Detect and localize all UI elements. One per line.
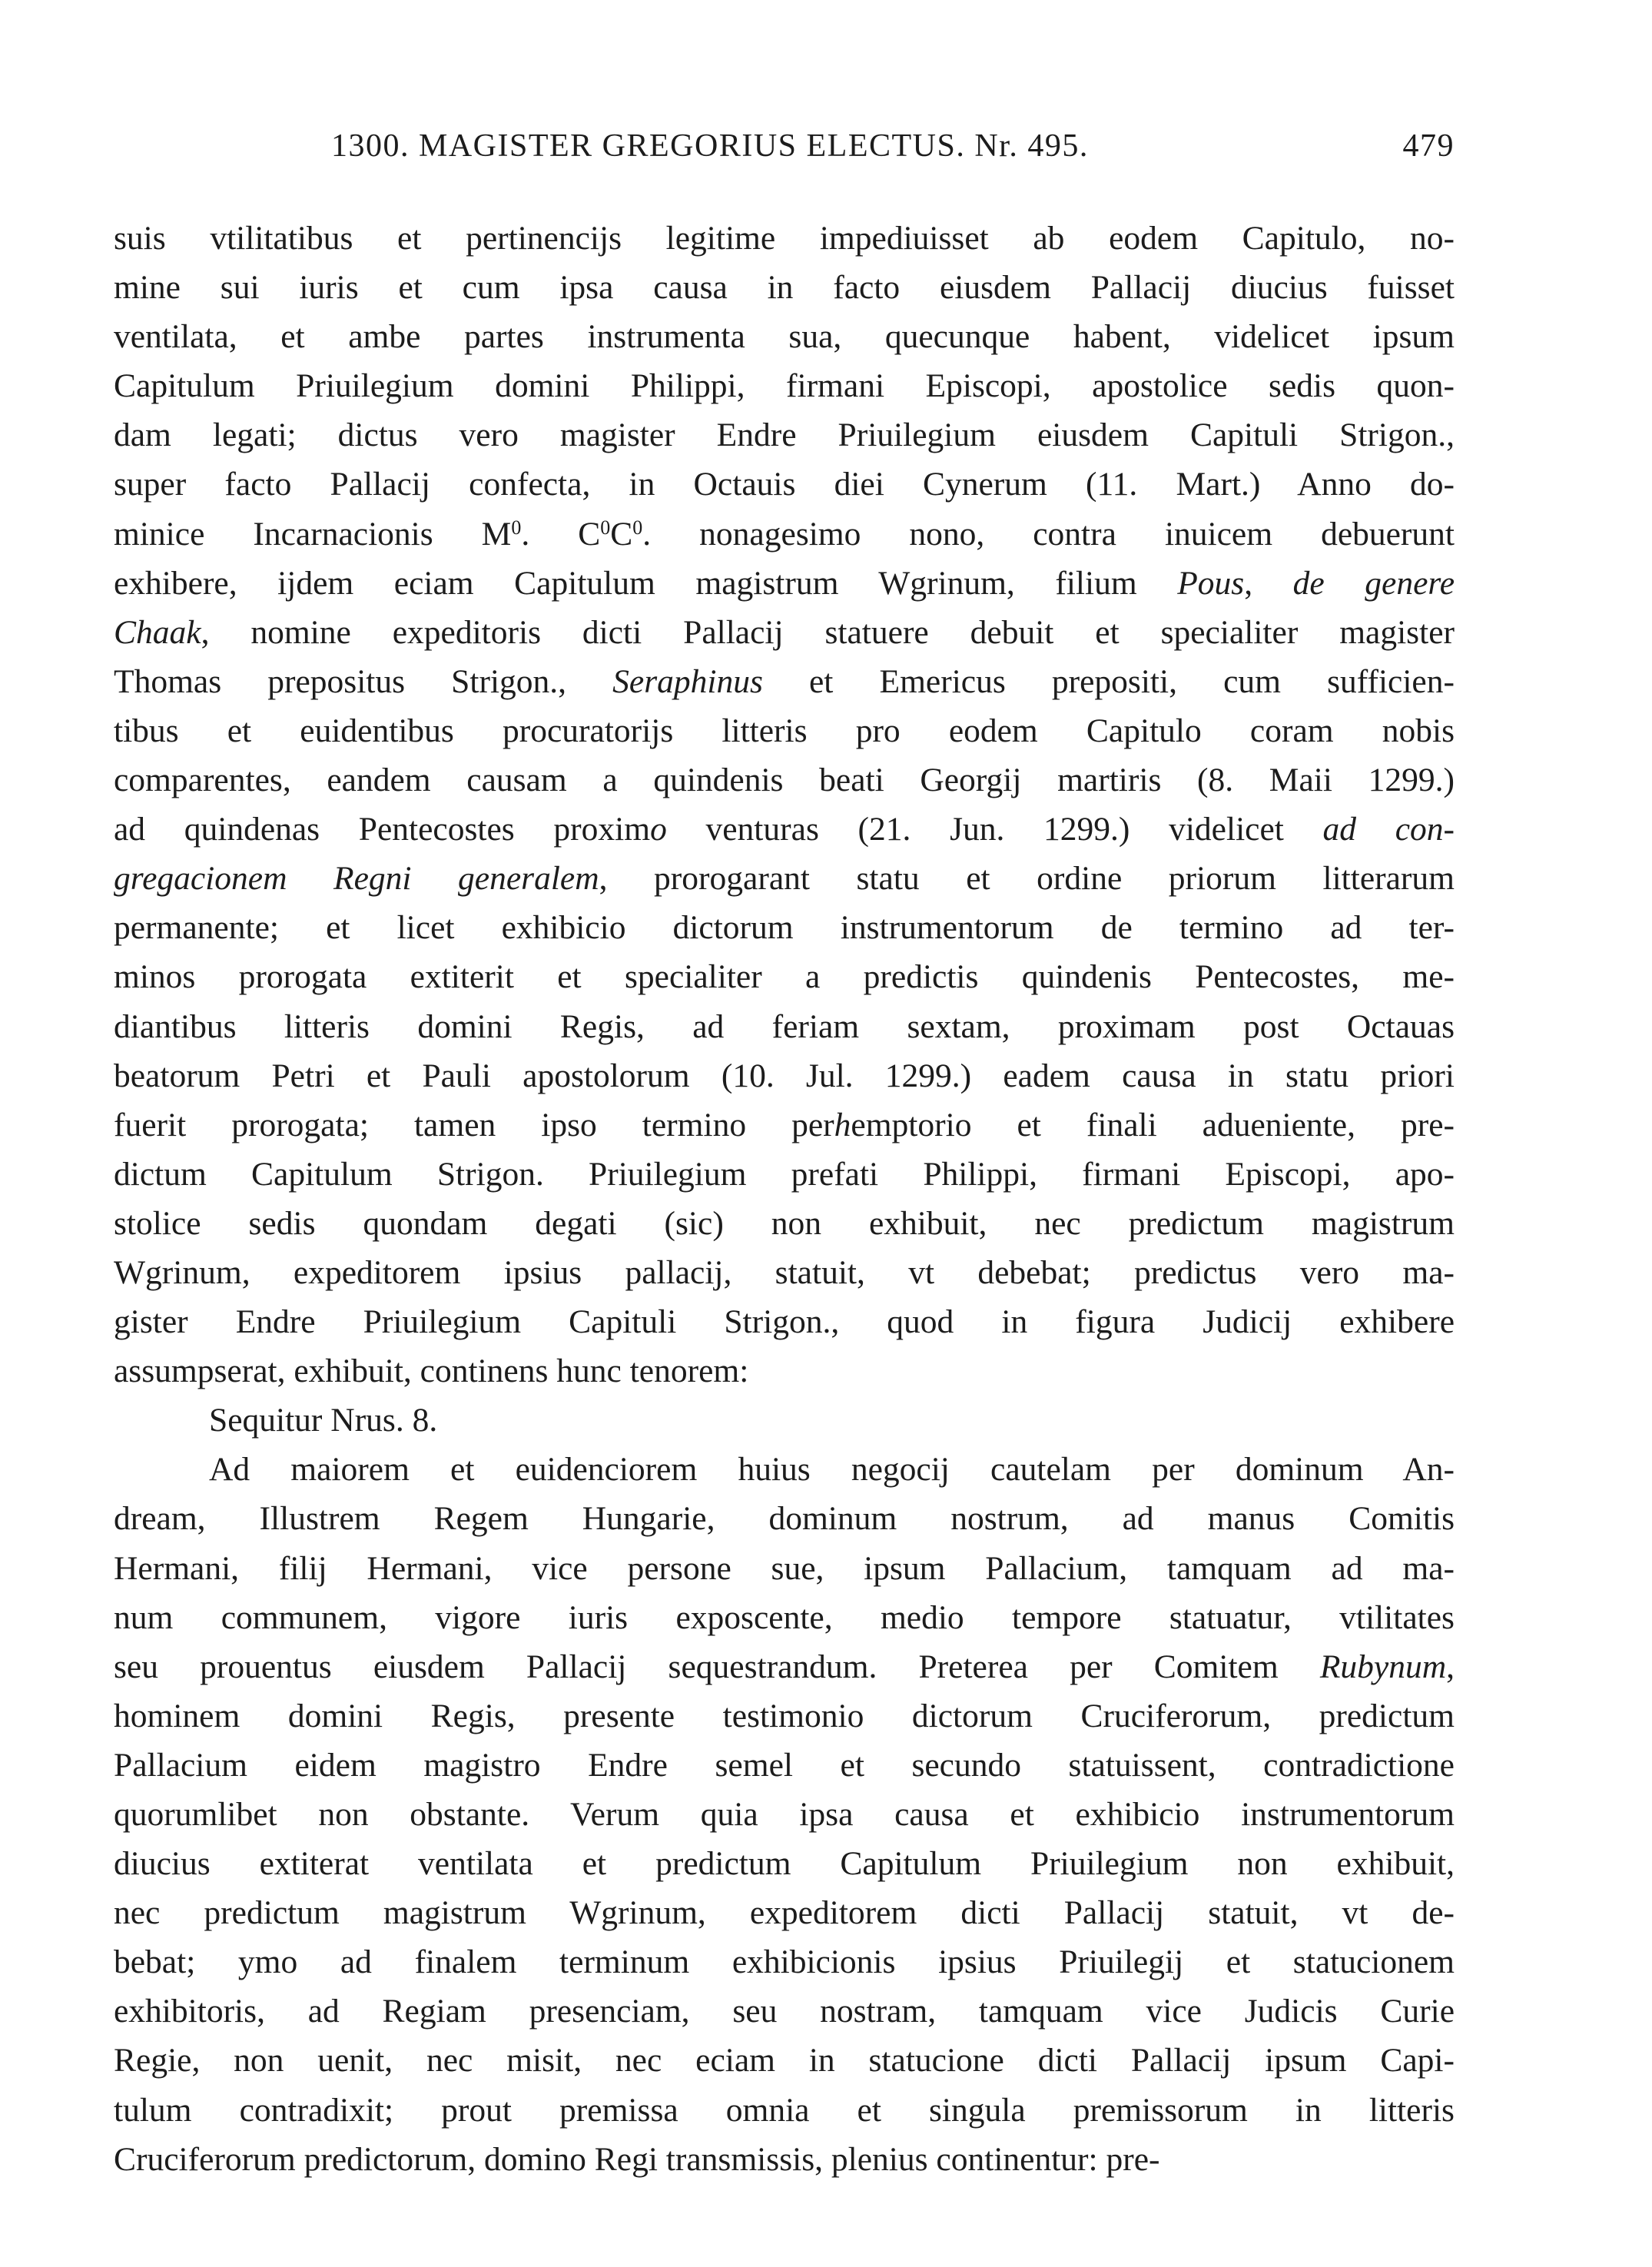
- text-segment: num communem, vigore iuris exposcente, medio tempore statuatur, vtilitates: [114, 1598, 1455, 1636]
- text-segment: stolice sedis quondam degati (sic) non exhibuit, nec predictum magistrum: [114, 1204, 1455, 1242]
- text-line: [114, 1642, 1455, 1691]
- text-segment: Sequitur Nrus. 8.: [209, 1402, 438, 1439]
- text-line: [114, 1544, 1455, 1593]
- text-line: [114, 608, 1455, 657]
- italic-text: Chaak: [114, 613, 201, 651]
- text-segment: nec predictum magistrum Wgrinum, expeditorem dicti Pallacij statuit, vt de-: [114, 1894, 1455, 1932]
- text-line: [114, 1297, 1455, 1346]
- text-segment: assumpserat, exhibuit, continens hunc tenorem:: [114, 1353, 749, 1390]
- text-segment: venturas (21. Jun. 1299.) videlicet: [666, 811, 1323, 848]
- text-line: [114, 952, 1455, 1001]
- text-segment: ventilata, et ambe partes instrumenta sua, quecunque habent, videlicet ipsum: [114, 318, 1455, 356]
- text-line: [114, 1987, 1455, 2036]
- page-number: 479: [1402, 128, 1455, 164]
- text-line: [114, 410, 1455, 460]
- text-segment: dream, Illustrem Regem Hungarie, dominum nostrum, ad manus Comitis: [114, 1500, 1455, 1538]
- paragraph: [114, 1396, 1455, 1445]
- text-line: [114, 1445, 1455, 1494]
- text-segment: super facto Pallacij confecta, in Octauis diei Cynerum (11. Mart.) Anno do-: [114, 466, 1455, 503]
- text-line: [114, 1248, 1455, 1297]
- text-line: [114, 706, 1455, 755]
- text-line: [114, 1100, 1455, 1150]
- text-segment: tibus et euidentibus procuratorijs litteris pro eodem Capitulo coram nobis: [114, 712, 1455, 749]
- superscript: 0: [600, 516, 611, 539]
- text-segment: ,: [1446, 1648, 1455, 1685]
- text-segment: ad quindenas Pentecostes proxim: [114, 811, 651, 848]
- text-segment: diantibus litteris domini Regis, ad feriam sextam, proximam post Octauas: [114, 1007, 1455, 1045]
- text-line: [114, 2036, 1455, 2085]
- text-segment: quorumlibet non obstante. Verum quia ipsa causa et exhibicio instrumentorum: [114, 1796, 1455, 1833]
- text-segment: . nonagesimo nono, contra inuicem debuerunt: [642, 515, 1455, 553]
- text-line: [114, 903, 1455, 952]
- text-line: [114, 1051, 1455, 1100]
- text-segment: fuerit prorogata; tamen ipso termino per: [114, 1106, 834, 1143]
- text-line: [114, 460, 1455, 509]
- text-segment: seu prouentus eiusdem Pallacij sequestrandum. Preterea per Comitem: [114, 1648, 1320, 1685]
- body-text: [114, 214, 1455, 2184]
- text-line: [114, 214, 1455, 263]
- text-line: [114, 854, 1455, 903]
- text-line: [114, 1494, 1455, 1543]
- text-line: [114, 361, 1455, 410]
- italic-text: h: [834, 1106, 851, 1143]
- text-segment: Wgrinum, expeditorem ipsius pallacij, statuit, vt debebat; predictus vero ma-: [114, 1253, 1455, 1291]
- italic-text: Rubynum: [1319, 1648, 1447, 1685]
- text-line: [114, 1790, 1455, 1839]
- text-line: [114, 263, 1455, 312]
- text-line: [114, 1002, 1455, 1051]
- text-segment: permanente; et licet exhibicio dictorum instrumentorum de termino ad ter-: [114, 909, 1455, 947]
- text-segment: diucius extiterat ventilata et predictum Capitulum Priuilegium non exhibuit,: [114, 1845, 1455, 1883]
- italic-text: de genere: [1292, 564, 1455, 602]
- text-segment: , nomine expeditoris dicti Pallacij statuere debuit et specialiter magister: [201, 613, 1455, 651]
- text-line: [114, 1741, 1455, 1790]
- text-segment: gister Endre Priuilegium Capituli Strigon., quod in figura Judicij exhibere: [114, 1303, 1455, 1341]
- text-segment: Pallacium eidem magistro Endre semel et secundo statuissent, contradictione: [114, 1746, 1455, 1784]
- text-line: [114, 1396, 1455, 1445]
- text-segment: suis vtilitatibus et pertinencijs legitime impediuisset ab eodem Capitulo, no-: [114, 220, 1455, 257]
- text-segment: Ad maiorem et euidenciorem huius negocij cautelam per dominum An-: [209, 1451, 1455, 1489]
- text-segment: ,: [1244, 564, 1293, 602]
- text-segment: minice Incarnacionis M: [114, 515, 512, 553]
- text-segment: minos prorogata extiterit et specialiter a predictis quindenis Pentecostes, me-: [114, 958, 1455, 996]
- running-head-title: 1300. MAGISTER GREGORIUS ELECTUS. Nr. 495.: [331, 128, 1089, 164]
- text-line: [114, 2086, 1455, 2135]
- text-line: [114, 1691, 1455, 1741]
- text-line: [114, 1839, 1455, 1888]
- text-segment: tulum contradixit; prout premissa omnia et singula premissorum in litteris: [114, 2091, 1455, 2129]
- text-segment: Thomas prepositus Strigon.,: [114, 662, 613, 700]
- italic-text: Seraphinus: [612, 662, 763, 700]
- paragraph: [114, 214, 1455, 1396]
- italic-text: o: [650, 811, 667, 848]
- text-segment: exhibere, ijdem eciam Capitulum magistrum Wgrinum, filium: [114, 564, 1178, 602]
- text-segment: Capitulum Priuilegium domini Philippi, firmani Episcopi, apostolice sedis quon-: [114, 367, 1455, 405]
- text-line: [114, 2135, 1455, 2184]
- text-segment: exhibitoris, ad Regiam presenciam, seu nostram, tamquam vice Judicis Curie: [114, 1993, 1455, 2030]
- text-segment: mine sui iuris et cum ipsa causa in facto eiusdem Pallacij diucius fuisset: [114, 269, 1455, 307]
- text-line: [114, 1150, 1455, 1199]
- superscript: 0: [511, 516, 522, 539]
- text-line: [114, 1199, 1455, 1248]
- text-segment: Cruciferorum predictorum, domino Regi transmissis, plenius continentur: pre-: [114, 2140, 1160, 2178]
- text-segment: emptorio et finali adueniente, pre-: [851, 1106, 1455, 1143]
- text-line: [114, 559, 1455, 608]
- text-line: [114, 805, 1455, 854]
- text-segment: Regie, non uenit, nec misit, nec eciam in statucione dicti Pallacij ipsum Capi-: [114, 2042, 1455, 2079]
- text-segment: et Emericus prepositi, cum sufficien-: [762, 662, 1455, 700]
- text-segment: Hermani, filij Hermani, vice persone sue, ipsum Pallacium, tamquam ad ma-: [114, 1549, 1455, 1587]
- text-line: [114, 1346, 1455, 1396]
- text-segment: . C: [521, 515, 601, 553]
- text-line: [114, 1937, 1455, 1987]
- text-segment: comparentes, eandem causam a quindenis beati Georgij martiris (8. Maii 1299.): [114, 762, 1455, 799]
- text-line: [114, 1593, 1455, 1642]
- italic-text: ad con-: [1322, 811, 1455, 848]
- italic-text: gregacionem Regni generalem: [114, 860, 599, 898]
- text-line: [114, 509, 1455, 559]
- text-segment: , prorogarant statu et ordine priorum litterarum: [599, 860, 1455, 898]
- superscript: 0: [632, 516, 643, 539]
- text-line: [114, 312, 1455, 361]
- italic-text: Pous: [1177, 564, 1245, 602]
- text-segment: bebat; ymo ad finalem terminum exhibicionis ipsius Priuilegij et statucionem: [114, 1943, 1455, 1981]
- text-segment: hominem domini Regis, presente testimonio dictorum Cruciferorum, predictum: [114, 1697, 1455, 1734]
- text-segment: dictum Capitulum Strigon. Priuilegium prefati Philippi, firmani Episcopi, apo-: [114, 1155, 1455, 1193]
- paragraph: [114, 1445, 1455, 2183]
- text-segment: beatorum Petri et Pauli apostolorum (10. Jul. 1299.) eadem causa in statu priori: [114, 1057, 1455, 1094]
- text-segment: dam legati; dictus vero magister Endre Priuilegium eiusdem Capituli Strigon.,: [114, 417, 1455, 454]
- text-line: [114, 657, 1455, 706]
- text-line: [114, 755, 1455, 805]
- text-line: [114, 1888, 1455, 1937]
- text-segment: C: [610, 515, 633, 553]
